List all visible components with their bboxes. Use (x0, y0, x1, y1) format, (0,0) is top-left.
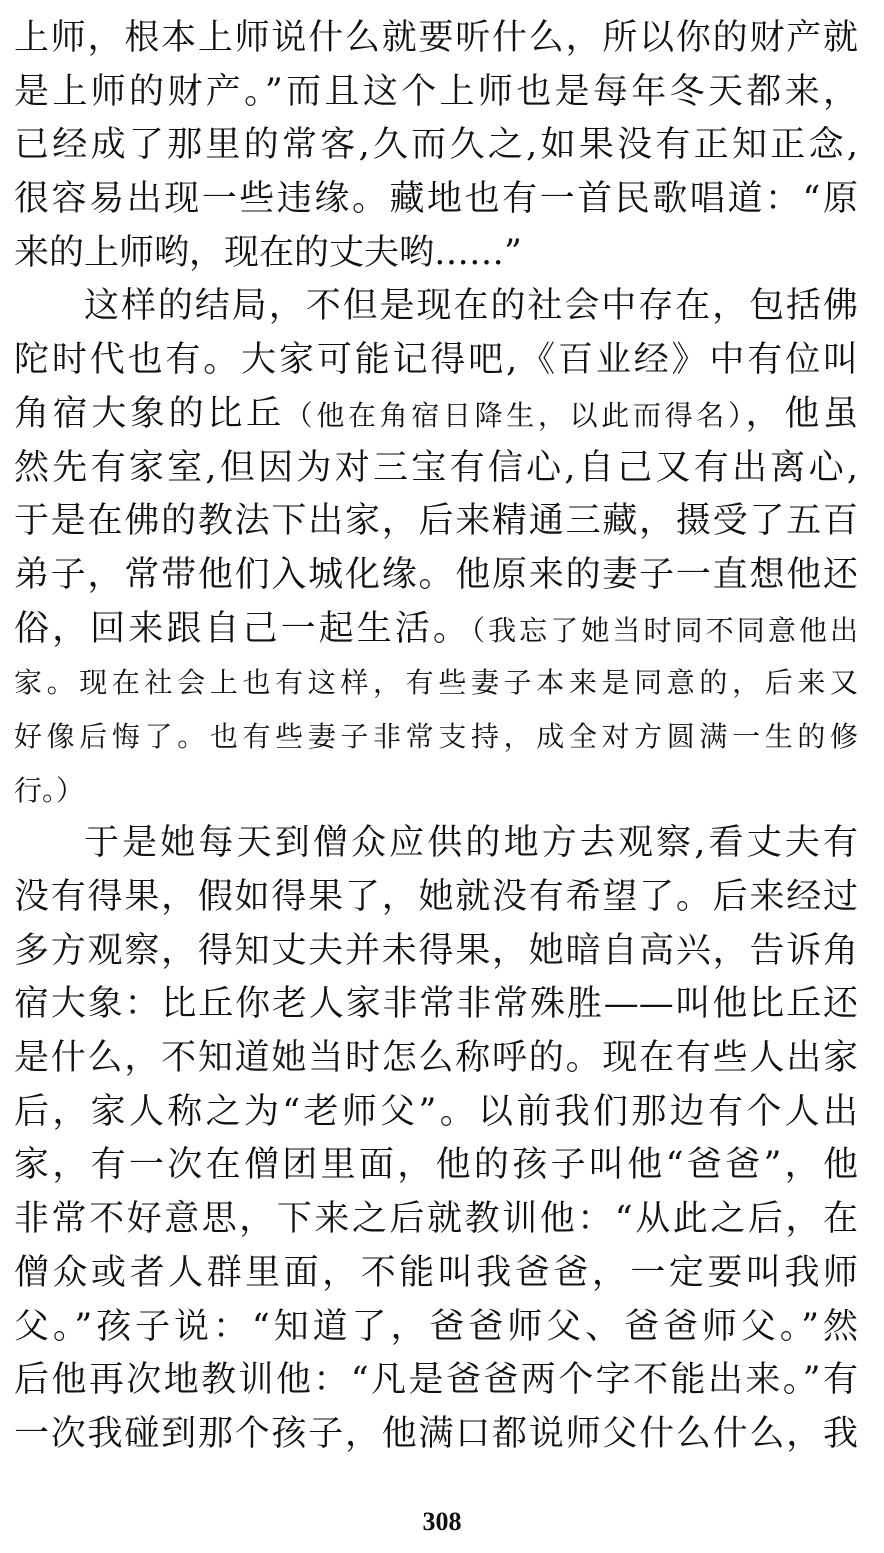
text-line: 上师，根本上师说什么就要听什么，所以你的财产就 (14, 18, 858, 58)
text-line: 后，家人称之为“老师父”。以前我们那边有个人出 (14, 1091, 858, 1132)
text-line: 没有得果，假如得果了，她就没有希望了。后来经过 (14, 877, 858, 917)
paragraph-1 (14, 12, 858, 280)
text-segment: 角宿大象的比丘 (14, 393, 285, 434)
text-line: 弟子，常带他们入城化缘。他原来的妻子一直想他还 (14, 554, 858, 595)
text-segment: ，他虽 (745, 393, 858, 434)
text-line: 是什么，不知道她当时怎么称呼的。现在有些人出家 (14, 1038, 858, 1079)
text-line: 然先有家室,但因为对三宝有信心,自己又有出离心, (14, 447, 858, 488)
text-line: 于是在佛的教法下出家，后来精通三藏，摄受了五百 (14, 501, 858, 542)
text-line: 家，有一次在僧团里面，他的孩子叫他“爸爸”，他 (14, 1145, 858, 1186)
text-line: 是上师的财产。”而且这个上师也是每年冬天都来， (14, 71, 858, 112)
paragraph-3 (14, 817, 858, 1461)
text-line: 很容易出现一些违缘。藏地也有一首民歌唱道：“原 (14, 179, 858, 220)
page-body (14, 12, 858, 1462)
text-line: 僧众或者人群里面，不能叫我爸爸，一定要叫我师 (14, 1252, 858, 1293)
inline-note: （我忘了她当时同不同意他出 (471, 613, 858, 647)
text-line: 陀时代也有。大家可能记得吧,《百业经》中有位叫 (14, 340, 858, 381)
note-line: 家。现在社会上也有这样，有些妻子本来是同意的，后来又 (14, 666, 858, 700)
note-line: 好像后悔了。也有些妻子非常支持，成全对方圆满一生的修 (14, 719, 858, 753)
text-line-with-note (14, 603, 858, 657)
paragraph-2 (14, 280, 858, 817)
note-line: 行。） (14, 773, 85, 807)
page-number: 308 (422, 1507, 462, 1536)
text-line: 于是她每天到僧众应供的地方去观察,看丈夫有 (84, 823, 858, 864)
text-line: 非常不好意思，下来之后就教训他：“从此之后，在 (14, 1199, 858, 1240)
text-segment: 俗，回来跟自己一起生活。 (14, 608, 471, 649)
text-line: 宿大象：比丘你老人家非常非常殊胜——叫他比丘还 (14, 984, 858, 1025)
text-line: 多方观察，得知丈夫并未得果，她暗自高兴，告诉角 (14, 930, 858, 971)
text-line: 这样的结局，不但是现在的社会中存在，包括佛 (84, 286, 858, 327)
text-line-with-note (14, 388, 858, 442)
text-line: 后他再次地教训他：“凡是爸爸两个字不能出来。”有 (14, 1360, 858, 1401)
text-line: 已经成了那里的常客,久而久之,如果没有正知正念, (14, 125, 858, 166)
inline-note: （他在角宿日降生，以此而得名） (284, 398, 746, 432)
text-line: 来的上师哟，现在的丈夫哟……” (14, 232, 522, 273)
text-line: 父。”孩子说：“知道了，爸爸师父、爸爸师父。”然 (14, 1306, 858, 1347)
text-line: 一次我碰到那个孩子，他满口都说师父什么什么，我 (14, 1413, 858, 1454)
